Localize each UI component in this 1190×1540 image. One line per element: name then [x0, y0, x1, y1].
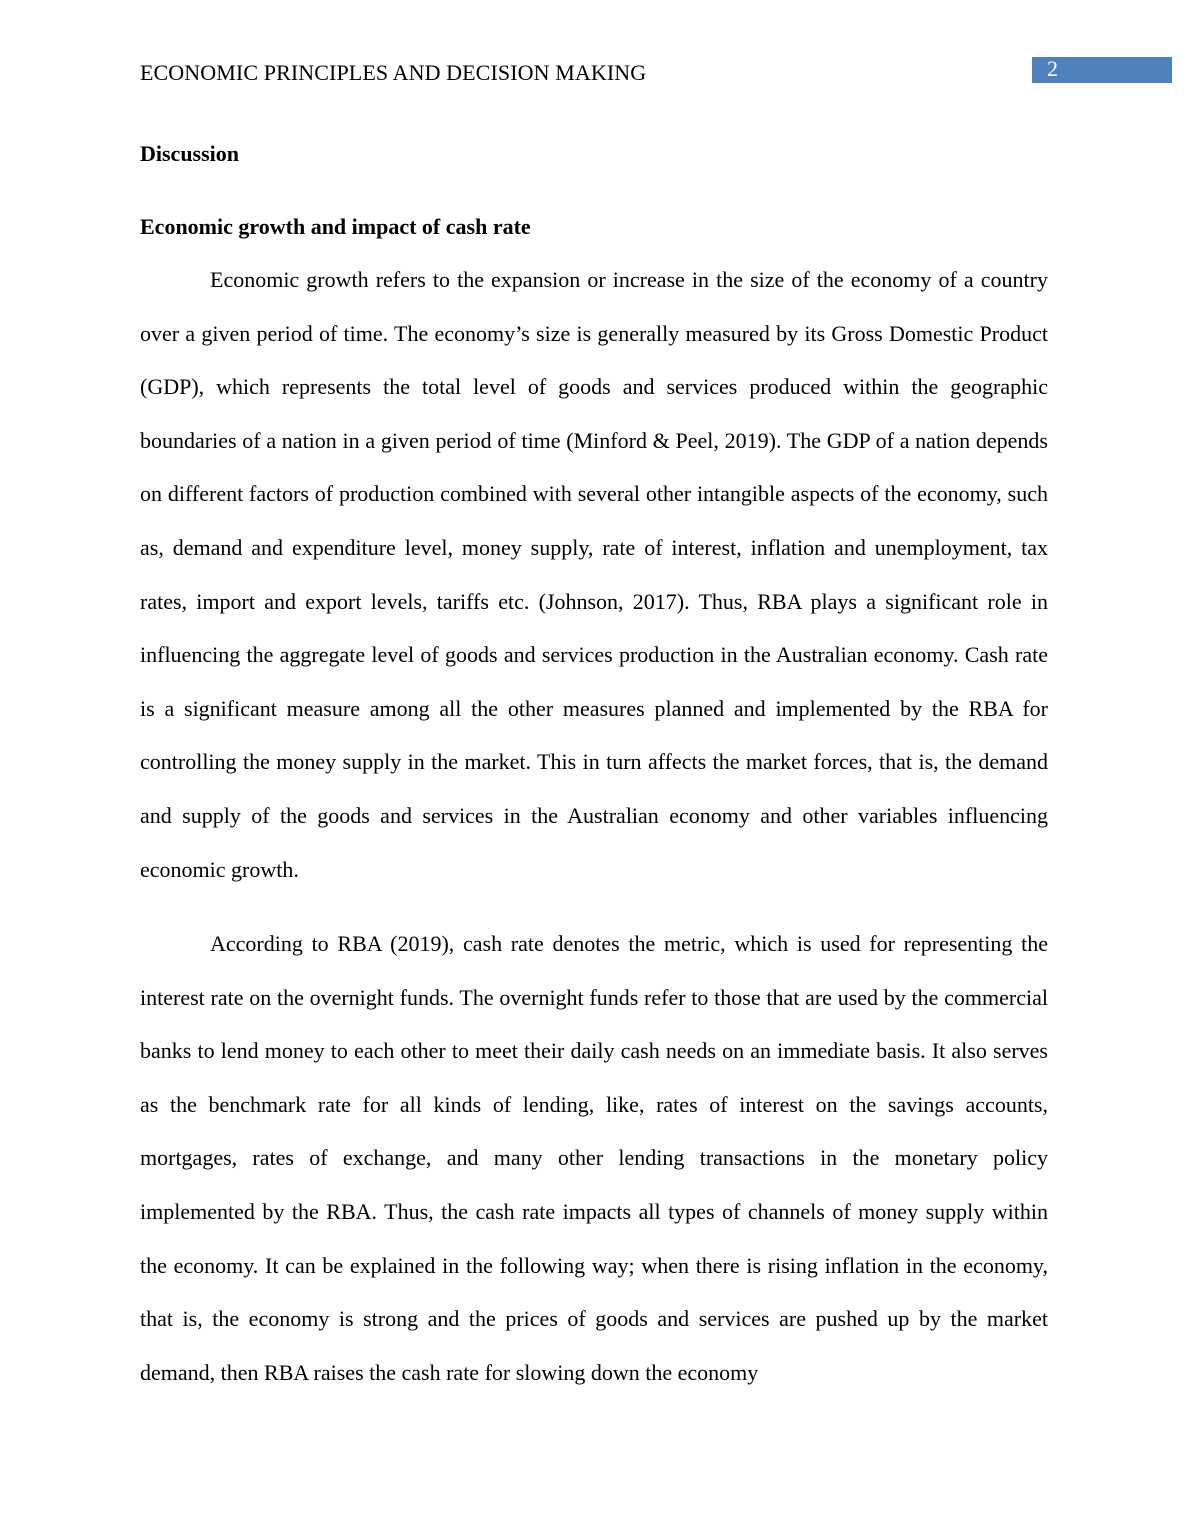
- page-number: 2: [1047, 56, 1058, 81]
- body-paragraph: Economic growth refers to the expansion or increase in the size of the economy of a country over a given period of time. The economy’s size is generally measured by its Gross Domestic Product (GDP), which represents the total level of goods and services produced within the geographic boundaries of a nation in a given period of time (Minford & Peel, 2019). The GDP of a nation depends on different factors of production combined with several other intangible aspects of the economy, such as, demand and expenditure level, money supply, rate of interest, inflation and unemployment, tax rates, import and export levels, tariffs etc. (Johnson, 2017). Thus, RBA plays a significant role in influencing the aggregate level of goods and services production in the Australian economy. Cash rate is a significant measure among all the other measures planned and implemented by the RBA for controlling the money supply in the market. This in turn affects the market forces, that is, the demand and supply of the goods and services in the Australian economy and other variables influencing economic growth.: [140, 267, 1048, 882]
- body-paragraph: According to RBA (2019), cash rate denotes the metric, which is used for representing the interest rate on the overnight funds. The overnight funds refer to those that are used by the commercial banks to lend money to each other to meet their daily cash needs on an immediate basis. It also serves as the benchmark rate for all kinds of lending, like, rates of interest on the savings accounts, mortgages, rates of exchange, and many other lending transactions in the monetary policy implemented by the RBA. Thus, the cash rate impacts all types of channels of money supply within the economy. It can be explained in the following way; when there is rising inflation in the economy, that is, the economy is strong and the prices of goods and services are pushed up by the market demand, then RBA raises the cash rate for slowing down the economy: [140, 931, 1048, 1385]
- page-number-badge: [1032, 57, 1172, 83]
- running-header-title: ECONOMIC PRINCIPLES AND DECISION MAKING: [140, 60, 647, 85]
- section-heading-discussion: Discussion: [140, 141, 240, 166]
- subheading-economic-growth: Economic growth and impact of cash rate: [140, 214, 531, 239]
